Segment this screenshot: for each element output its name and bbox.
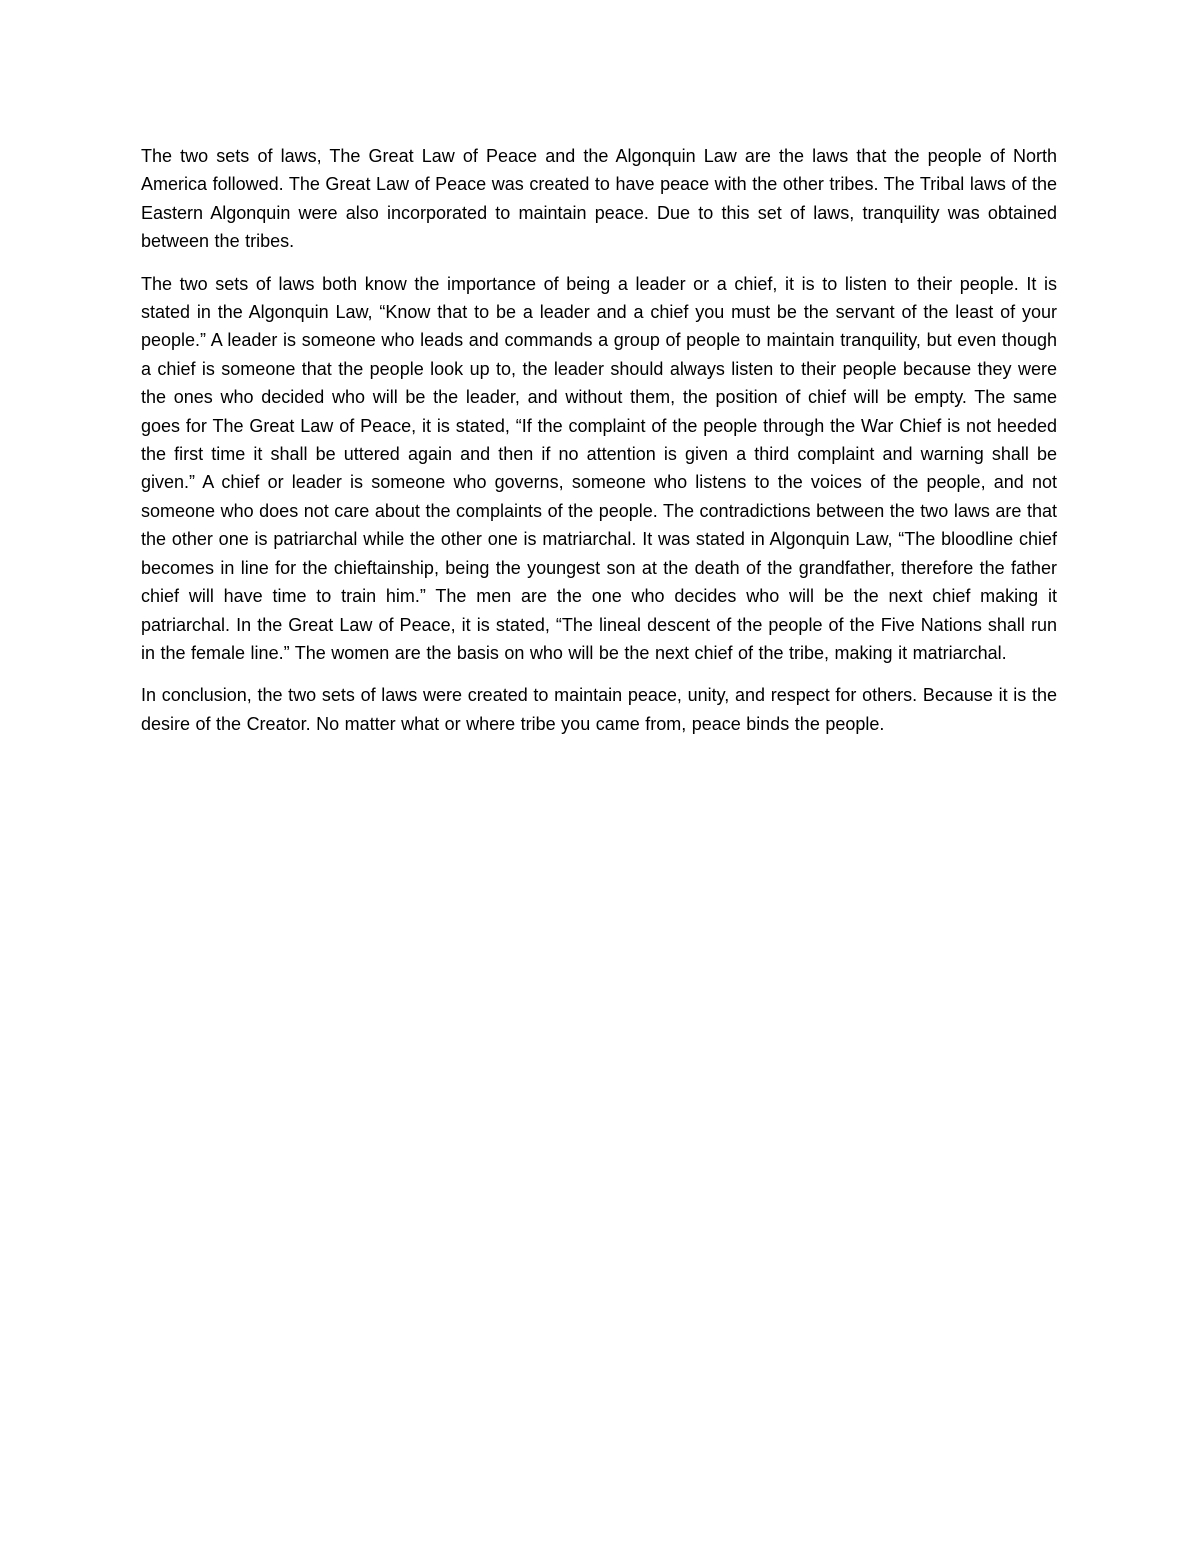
document-body [141,142,1057,738]
paragraph-leadership-comparison: The two sets of laws both know the importance of being a leader or a chief, it is to listen to their people. It is stated in the Algonquin Law, “Know that to be a leader and a chief you must be the servant of the least of your people.” A leader is someone who leads and commands a group of people to maintain tranquility, but even though a chief is someone that the people look up to, the leader should always listen to their people because they were the ones who decided who will be the leader, and without them, the position of chief will be empty. The same goes for The Great Law of Peace, it is stated, “If the complaint of the people through the War Chief is not heeded the first time it shall be uttered again and then if no attention is given a third complaint and warning shall be given.” A chief or leader is someone who governs, someone who listens to the voices of the people, and not someone who does not care about the complaints of the people. The contradictions between the two laws are that the other one is patriarchal while the other one is matriarchal. It was stated in Algonquin Law, “The bloodline chief becomes in line for the chieftainship, being the youngest son at the death of the grandfather, therefore the father chief will have time to train him.” The men are the one who decides who will be the next chief making it patriarchal. In the Great Law of Peace, it is stated, “The lineal descent of the people of the Five Nations shall run in the female line.” The women are the basis on who will be the next chief of the tribe, making it matriarchal. [141,273,1057,663]
paragraph-introduction: The two sets of laws, The Great Law of Peace and the Algonquin Law are the laws that the people of North America followed. The Great Law of Peace was created to have peace with the other tribes. The Tribal laws of the Eastern Algonquin were also incorporated to maintain peace. Due to this set of laws, tranquility was obtained between the tribes. [141,146,1057,252]
paragraph-conclusion: In conclusion, the two sets of laws were created to maintain peace, unity, and respect for others. Because it is the desire of the Creator. No matter what or where tribe you came from, peace binds the people. [141,685,1057,734]
